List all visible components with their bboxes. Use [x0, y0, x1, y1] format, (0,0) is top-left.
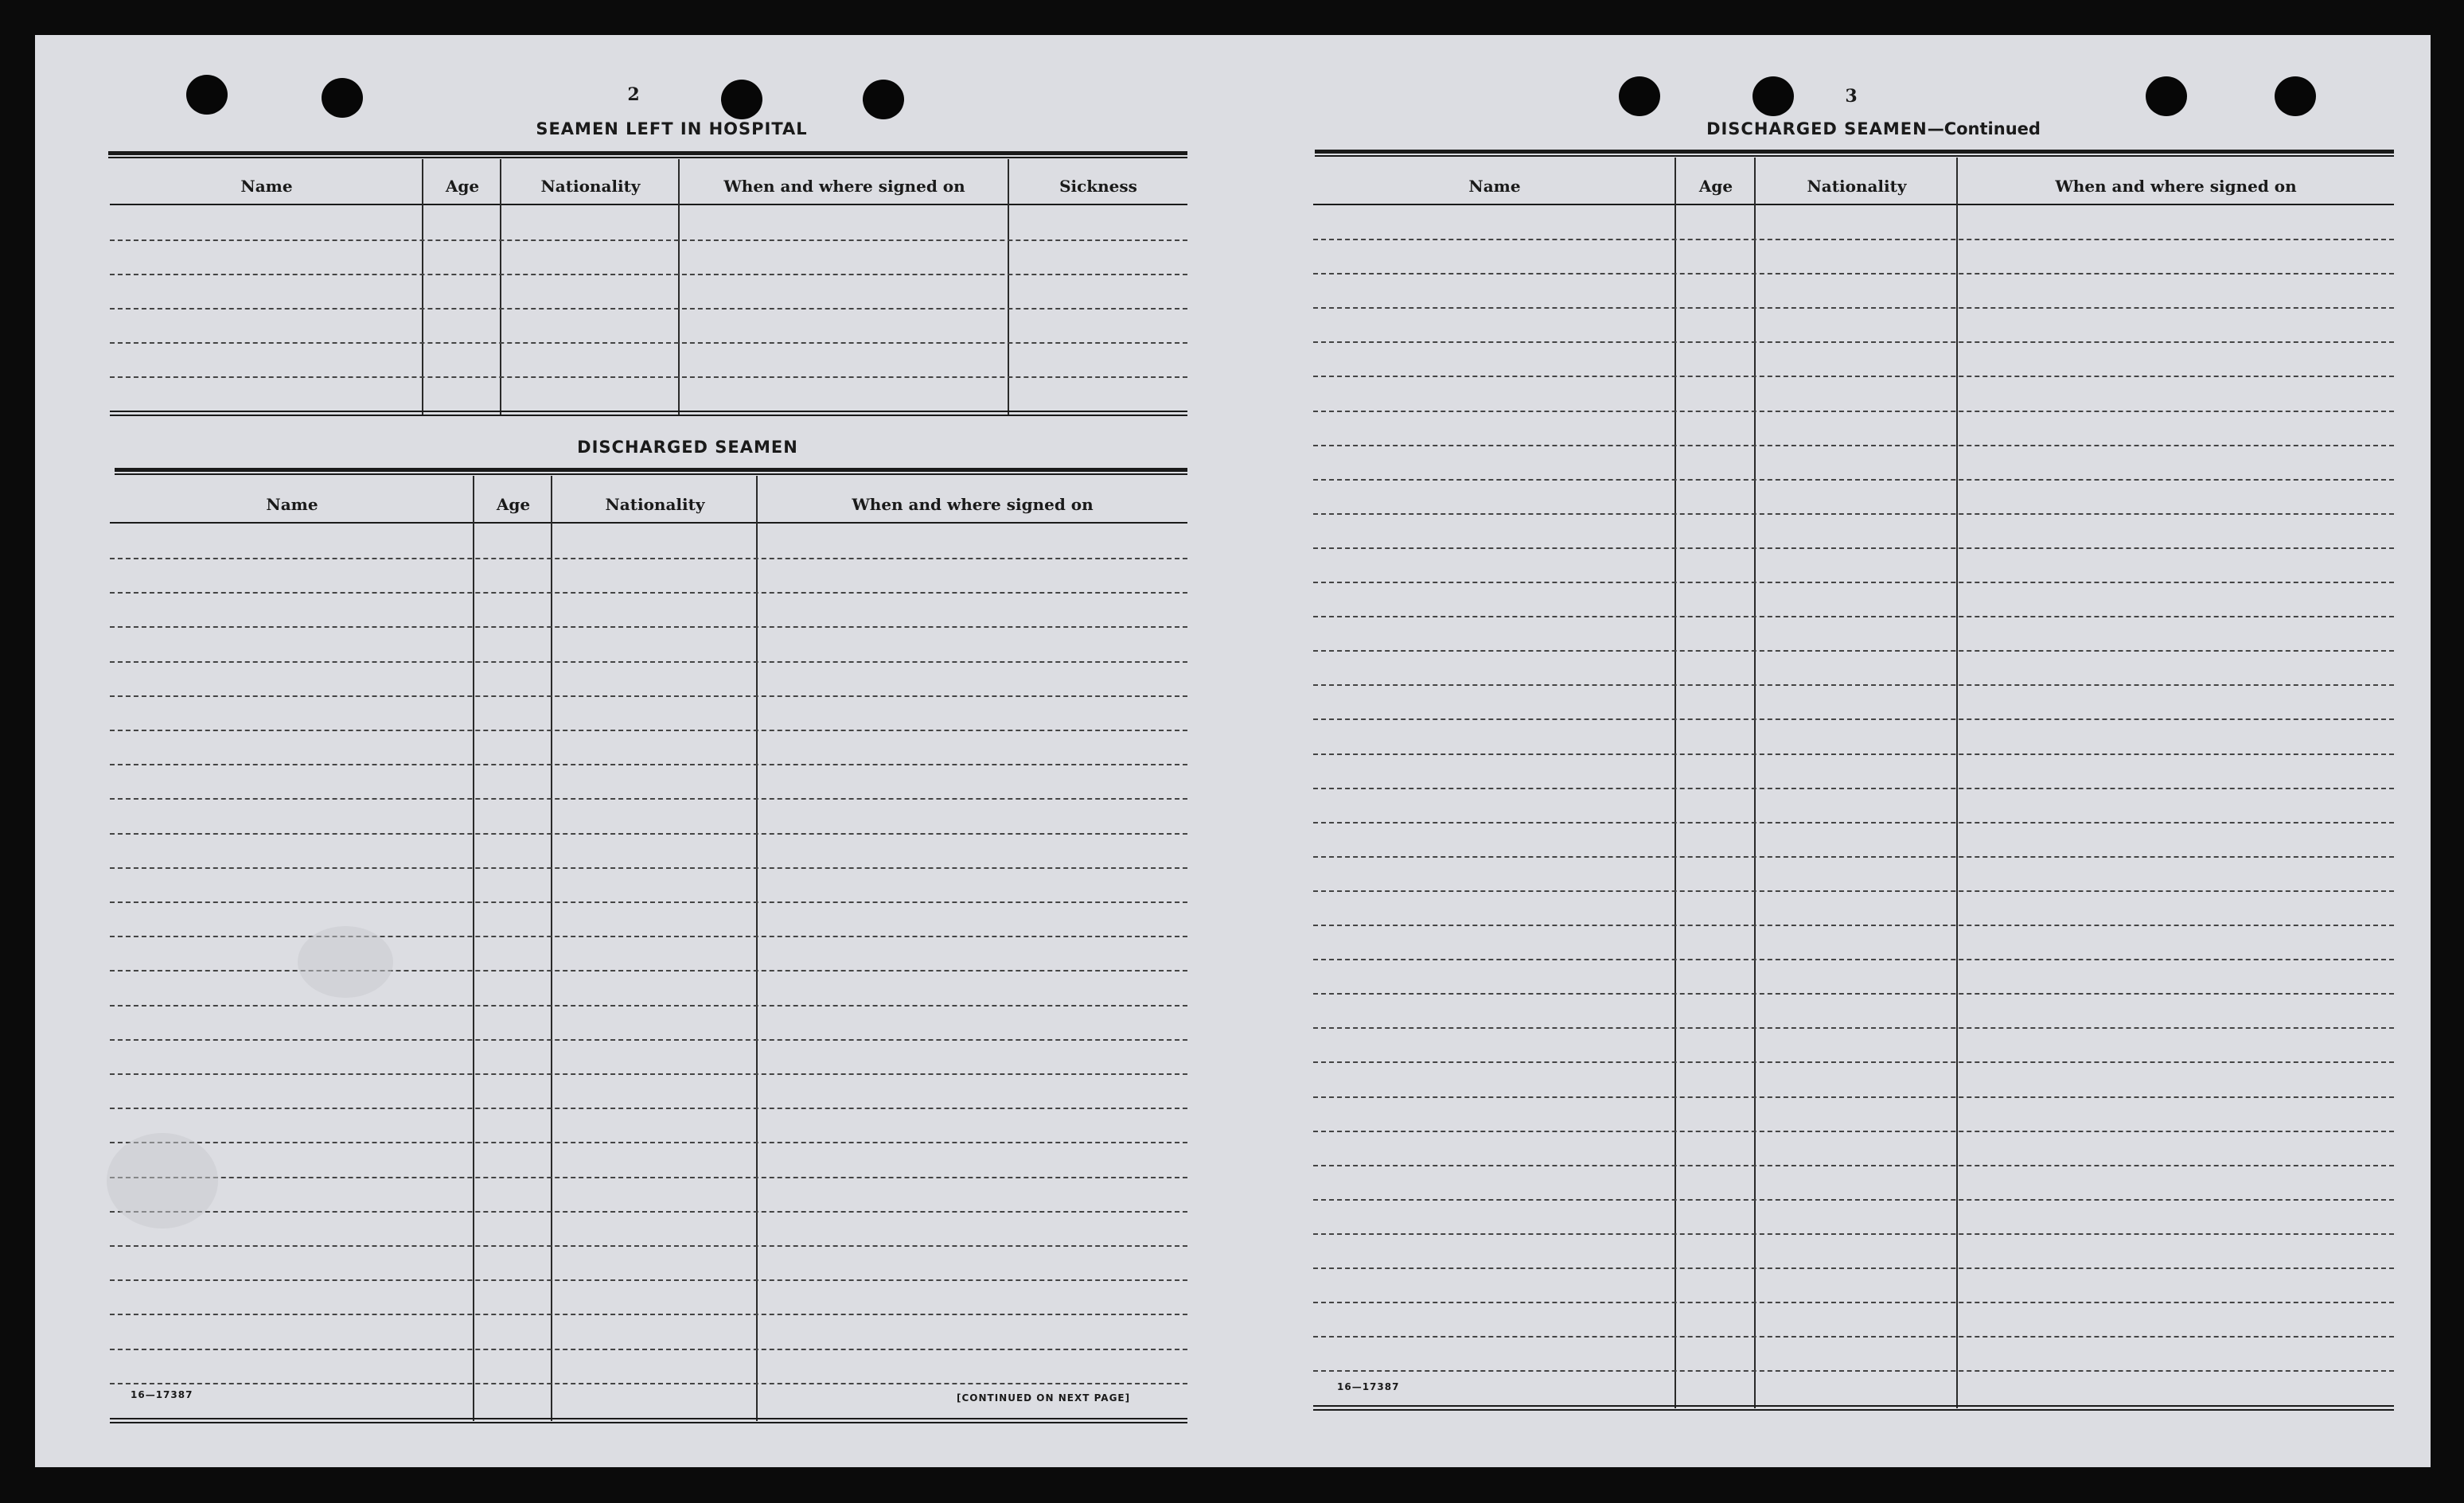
table-row-line: [110, 1108, 1187, 1109]
hospital-row-line: [110, 376, 1187, 378]
hospital-row-line: [110, 342, 1187, 344]
hospital-header-signed-on: When and where signed on: [723, 177, 965, 196]
discharged-header-nationality: Nationality: [605, 495, 705, 514]
hospital-header-rule: [110, 204, 1187, 205]
paper-smudge: [107, 1133, 218, 1228]
right-header-signed-on: When and where signed on: [2055, 177, 2297, 196]
hospital-bottom-rule: [110, 411, 1187, 412]
punch-hole: [2275, 76, 2316, 116]
table-row-line: [1313, 822, 2394, 824]
punch-hole: [322, 78, 363, 118]
table-row-line: [1313, 959, 2394, 960]
table-row-line: [110, 833, 1187, 835]
table-row-line: [110, 1279, 1187, 1281]
discharged-header-age: Age: [496, 495, 531, 514]
table-row-line: [1313, 788, 2394, 789]
table-row-line: [110, 764, 1187, 765]
right-top-rule: [1315, 150, 2394, 154]
table-row-line: [1313, 1267, 2394, 1269]
table-row-line: [1313, 650, 2394, 652]
right-top-rule-thin: [1315, 155, 2394, 157]
punch-hole: [721, 80, 762, 119]
table-row-line: [1313, 513, 2394, 515]
right-header-nationality: Nationality: [1807, 177, 1907, 196]
form-number-left: 16—17387: [131, 1389, 193, 1400]
table-row-line: [110, 1211, 1187, 1213]
right-bottom-rule: [1313, 1405, 2394, 1407]
form-sheet: [35, 35, 2431, 1467]
table-row-line: [110, 592, 1187, 594]
table-row-line: [1313, 547, 2394, 549]
table-row-line: [1313, 684, 2394, 686]
table-row-line: [1313, 1027, 2394, 1029]
discharged-bottom-rule: [110, 1422, 1187, 1423]
table-row-line: [110, 1039, 1187, 1041]
table-row-line: [1313, 1302, 2394, 1303]
table-row-line: [1313, 753, 2394, 755]
punch-hole: [1619, 76, 1660, 116]
punch-hole: [186, 75, 228, 115]
right-col-divider: [1675, 158, 1676, 1408]
table-row-line: [110, 1073, 1187, 1075]
right-header-name: Name: [1468, 177, 1521, 196]
hospital-top-rule: [108, 151, 1187, 155]
discharged-top-rule-thin: [115, 473, 1187, 475]
form-number-right: 16—17387: [1337, 1381, 1400, 1392]
hospital-section-title: SEAMEN LEFT IN HOSPITAL: [536, 119, 808, 138]
table-row-line: [1313, 582, 2394, 583]
table-row-line: [110, 1245, 1187, 1247]
table-row-line: [1313, 273, 2394, 275]
right-header-age: Age: [1698, 177, 1733, 196]
discharged-header-rule: [110, 522, 1187, 524]
continued-note: [CONTINUED ON NEXT PAGE]: [957, 1392, 1131, 1404]
table-row-line: [110, 558, 1187, 559]
table-row-line: [1313, 1233, 2394, 1235]
punch-hole: [2146, 76, 2187, 116]
table-row-line: [110, 1314, 1187, 1315]
table-row-line: [110, 798, 1187, 800]
table-row-line: [110, 626, 1187, 628]
table-row-line: [110, 1177, 1187, 1178]
hospital-header-sickness: Sickness: [1059, 177, 1137, 196]
discharged-header-signed-on: When and where signed on: [852, 495, 1094, 514]
hospital-row-line: [110, 239, 1187, 241]
table-row-line: [1313, 411, 2394, 412]
table-row-line: [1313, 1199, 2394, 1201]
discharged-top-rule: [115, 468, 1187, 472]
right-bottom-rule: [1313, 1409, 2394, 1411]
table-row-line: [110, 901, 1187, 903]
table-row-line: [1313, 1370, 2394, 1372]
table-row-line: [1313, 239, 2394, 240]
page-number-left: 2: [627, 84, 640, 105]
hospital-header-nationality: Nationality: [540, 177, 641, 196]
table-row-line: [110, 1383, 1187, 1384]
hospital-top-rule-thin: [108, 157, 1187, 158]
punch-hole: [1752, 76, 1794, 116]
table-row-line: [1313, 1165, 2394, 1166]
table-row-line: [110, 730, 1187, 731]
discharged-continued-title-main: DISCHARGED SEAMEN: [1706, 119, 1928, 138]
hospital-row-line: [110, 274, 1187, 275]
discharged-continued-suffix: —Continued: [1927, 119, 2041, 138]
right-col-divider: [1956, 158, 1958, 1408]
table-row-line: [1313, 718, 2394, 720]
table-row-line: [110, 1142, 1187, 1143]
right-col-divider: [1754, 158, 1756, 1408]
table-row-line: [110, 1349, 1187, 1350]
page-number-right: 3: [1845, 86, 1858, 107]
table-row-line: [110, 867, 1187, 869]
hospital-bottom-rule: [110, 415, 1187, 416]
discharged-header-name: Name: [266, 495, 318, 514]
table-row-line: [110, 1005, 1187, 1007]
table-row-line: [110, 661, 1187, 663]
table-row-line: [110, 695, 1187, 697]
table-row-line: [1313, 479, 2394, 481]
punch-hole: [863, 80, 904, 119]
discharged-bottom-rule: [110, 1418, 1187, 1419]
hospital-header-name: Name: [240, 177, 293, 196]
table-row-line: [110, 970, 1187, 971]
table-row-line: [1313, 616, 2394, 617]
right-header-rule: [1313, 204, 2394, 205]
paper-smudge: [298, 926, 393, 998]
table-row-line: [1313, 445, 2394, 446]
table-row-line: [1313, 890, 2394, 892]
table-row-line: [1313, 307, 2394, 309]
hospital-header-age: Age: [445, 177, 480, 196]
table-row-line: [1313, 993, 2394, 995]
discharged-continued-title: [1619, 119, 2128, 138]
discharged-section-title: DISCHARGED SEAMEN: [577, 438, 798, 457]
hospital-row-line: [110, 308, 1187, 310]
table-row-line: [1313, 376, 2394, 377]
table-row-line: [1313, 1131, 2394, 1132]
table-row-line: [1313, 1096, 2394, 1098]
table-row-line: [1313, 925, 2394, 926]
table-row-line: [1313, 1061, 2394, 1063]
table-row-line: [1313, 856, 2394, 858]
table-row-line: [110, 936, 1187, 937]
table-row-line: [1313, 341, 2394, 343]
table-row-line: [1313, 1336, 2394, 1338]
